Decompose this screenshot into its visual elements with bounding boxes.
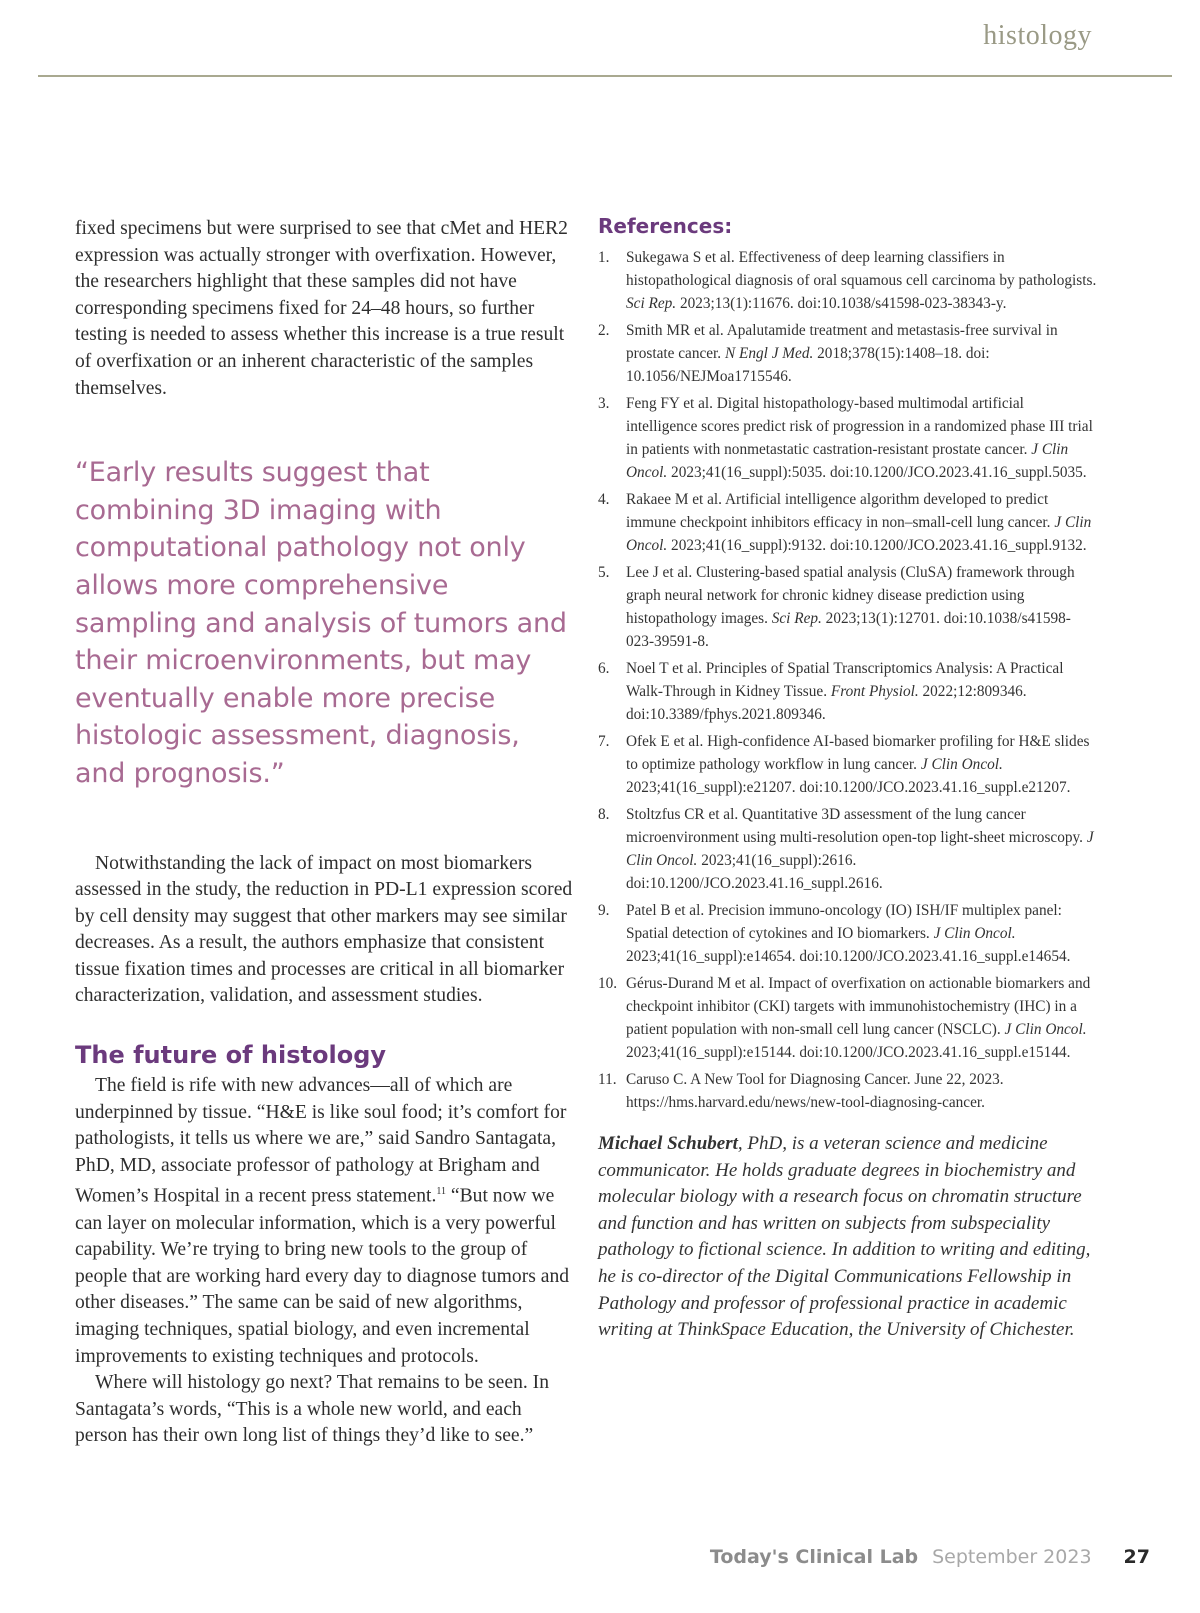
reference-item (598, 899, 1098, 968)
reference-journal: J Clin Oncol. (626, 441, 1069, 481)
reference-details: 2023;13(1):12701. doi:10.1038/s41598-023-39591-8. (626, 610, 1071, 650)
reference-number: 6. (598, 660, 610, 677)
main-column (75, 216, 575, 1450)
reference-number: 5. (598, 564, 610, 581)
reference-item (598, 972, 1098, 1064)
reference-item (598, 392, 1098, 484)
reference-details: 2023;41(16_suppl):e14654. doi:10.1200/JCO.2023.41.16_suppl.e14654. (626, 948, 1071, 965)
reference-text (626, 803, 1098, 895)
reference-details: 2023;41(16_suppl):2616. doi:10.1200/JCO.2023.41.16_suppl.2616. (626, 852, 883, 892)
page-number: 27 (1123, 1546, 1150, 1568)
reference-citation: Feng FY et al. Digital histopathology-based multimodal artificial intelligence scores predict risk of progression in a randomized phase III trial in patients with nonmetastatic castration-resistant prostate cancer. (626, 395, 1093, 458)
citation-superscript: 11 (436, 1186, 446, 1198)
reference-text (626, 899, 1098, 968)
paragraph-3-text-b: “But now we can layer on molecular information, which is a very powerful capability. We’re trying to bring new tools to the group of people that are working hard every day to diagnose tumors and other diseases.” The same can be said of new algorithms, imaging techniques, spatial biology, and even incremental improvements to existing techniques and protocols. (75, 1185, 570, 1367)
reference-citation: Stoltzfus CR et al. Quantitative 3D assessment of the lung cancer microenvironment using multi-resolution open-top light-sheet microscopy. (626, 806, 1087, 846)
reference-citation: Ofek E et al. High-confidence AI-based biomarker profiling for H&E slides to optimize pathology workflow in lung cancer. (626, 733, 1090, 773)
page-footer (710, 1546, 1150, 1568)
references-list (598, 246, 1098, 1114)
reference-text (626, 319, 1098, 388)
reference-text (626, 392, 1098, 484)
section-label: histology (983, 20, 1092, 51)
reference-number: 10. (598, 975, 618, 992)
references-title: References: (598, 214, 733, 238)
reference-number: 2. (598, 322, 610, 339)
reference-text (626, 561, 1098, 653)
reference-details: 2023;13(1):11676. doi:10.1038/s41598-023-38343-y. (676, 295, 1007, 312)
reference-citation: Noel T et al. Principles of Spatial Transcriptomics Analysis: A Practical Walk-Through in Kidney Tissue. (626, 660, 1064, 700)
author-name: Michael Schubert (598, 1133, 738, 1154)
reference-citation: Patel B et al. Precision immuno-oncology (IO) ISH/IF multiplex panel: Spatial detection of cytokines and IO biomarkers. (626, 902, 1062, 942)
reference-text (626, 730, 1098, 799)
reference-citation: Smith MR et al. Apalutamide treatment and metastasis-free survival in prostate cancer. (626, 322, 1058, 362)
reference-journal: J Clin Oncol. (933, 925, 1016, 942)
reference-citation: Sukegawa S et al. Effectiveness of deep learning classifiers in histopathological diagnosis of oral squamous cell carcinoma by pathologists. (626, 249, 1097, 289)
magazine-name: Today's Clinical Lab (709, 1546, 919, 1568)
reference-number: 8. (598, 806, 610, 823)
reference-text (626, 657, 1098, 726)
reference-citation: Caruso C. A New Tool for Diagnosing Cancer. June 22, 2023. https://hms.harvard.edu/news/new-tool-diagnosing-cancer. (626, 1071, 1004, 1111)
issue-date: September 2023 (932, 1546, 1092, 1568)
reference-details: 2023;41(16_suppl):e15144. doi:10.1200/JCO.2023.41.16_suppl.e15144. (626, 1044, 1071, 1061)
pull-quote: “Early results suggest that combining 3D imaging with computational pathology not only allows more comprehensive sampling and analysis of tumors and their microenvironments, but may eventually enable more precise histologic assessment, diagnosis, and prognosis.” (75, 457, 567, 789)
reference-details: 2023;41(16_suppl):9132. doi:10.1200/JCO.2023.41.16_suppl.9132. (667, 537, 1087, 554)
reference-citation: Lee J et al. Clustering-based spatial analysis (CluSA) framework through graph neural network for chronic kidney disease prediction using histopathology images. (626, 564, 1075, 627)
reference-journal: J Clin Oncol. (626, 514, 1092, 554)
reference-journal: J Clin Oncol. (920, 756, 1003, 773)
reference-journal: Sci Rep. (771, 610, 822, 627)
reference-details: 2023;41(16_suppl):e21207. doi:10.1200/JCO.2023.41.16_suppl.e21207. (626, 779, 1071, 796)
reference-number: 4. (598, 491, 610, 508)
reference-details: 2022;12:809346. doi:10.3389/fphys.2021.809346. (626, 683, 1027, 723)
reference-text (626, 246, 1098, 315)
reference-item (598, 246, 1098, 315)
reference-item (598, 319, 1098, 388)
reference-details: 2023;41(16_suppl):5035. doi:10.1200/JCO.2023.41.16_suppl.5035. (667, 464, 1087, 481)
header-rule (38, 75, 1172, 77)
reference-number: 9. (598, 902, 610, 919)
reference-text (626, 972, 1098, 1064)
reference-item (598, 1068, 1098, 1114)
author-bio (598, 1131, 1098, 1344)
body-paragraph-1: fixed specimens but were surprised to see that cMet and HER2 expression was actually stronger with overfixation. However, the researchers highlight that these samples did not have corresponding specimens fixed for 24–48 hours, so further testing is needed to assess whether this increase is a true result of overfixation or an inherent characteristic of the samples themselves. (75, 218, 568, 399)
reference-number: 1. (598, 249, 610, 266)
body-paragraph-4: Where will histology go next? That remains to be seen. In Santagata’s words, “This is a whole new world, and each person has their own long list of things they’d like to see.” (75, 1372, 549, 1447)
references-column (598, 214, 1098, 1344)
reference-number: 11. (598, 1071, 617, 1088)
body-paragraph-3 (75, 1073, 575, 1370)
reference-item (598, 657, 1098, 726)
reference-journal: J Clin Oncol. (626, 829, 1094, 869)
body-paragraph-2: Notwithstanding the lack of impact on most biomarkers assessed in the study, the reduction in PD-L1 expression scored by cell density may suggest that other markers may see similar decreases. As a result, the authors emphasize that consistent tissue fixation times and processes are critical in all biomarker characterization, validation, and assessment studies. (75, 852, 573, 1007)
reference-journal: Front Physiol. (830, 683, 919, 700)
reference-item (598, 730, 1098, 799)
reference-journal: J Clin Oncol. (1004, 1021, 1087, 1038)
author-bio-text: , PhD, is a veteran science and medicine communicator. He holds graduate degrees in biochemistry and molecular biology with a research focus on chromatin structure and function and has written on subjects from subspeciality pathology to fictional science. In addition to writing and editing, he is co-director of the Digital Communications Fellowship in Pathology and professor of professional practice in academic writing at ThinkSpace Education, the University of Chichester. (598, 1133, 1091, 1341)
reference-item (598, 803, 1098, 895)
section-heading-future: The future of histology (75, 1041, 387, 1070)
reference-item (598, 488, 1098, 557)
paragraph-3-text-a: The field is rife with new advances—all of which are underpinned by tissue. “H&E is like soul food; it’s comfort for pathologists, it tells us where we are,” said Sandro Santagata, PhD, MD, associate professor of pathology at Brigham and Women’s Hospital in a recent press statement. (75, 1075, 567, 1207)
reference-citation: Rakaee M et al. Artificial intelligence algorithm developed to predict immune checkpoint inhibitors efficacy in non–small-cell lung cancer. (626, 491, 1055, 531)
reference-journal: Sci Rep. (626, 295, 677, 312)
reference-number: 7. (598, 733, 610, 750)
reference-item (598, 561, 1098, 653)
reference-number: 3. (598, 395, 610, 412)
reference-details: 2018;378(15):1408–18. doi: 10.1056/NEJMoa1715546. (626, 345, 990, 385)
reference-journal: N Engl J Med. (724, 345, 814, 362)
reference-text (626, 1068, 1098, 1114)
reference-text (626, 488, 1098, 557)
reference-citation: Gérus-Durand M et al. Impact of overfixation on actionable biomarkers and checkpoint inhibitor (CKI) targets with immunohistochemistry (IHC) in a patient population with non-small cell lung cancer (NSCLC). (626, 975, 1091, 1038)
